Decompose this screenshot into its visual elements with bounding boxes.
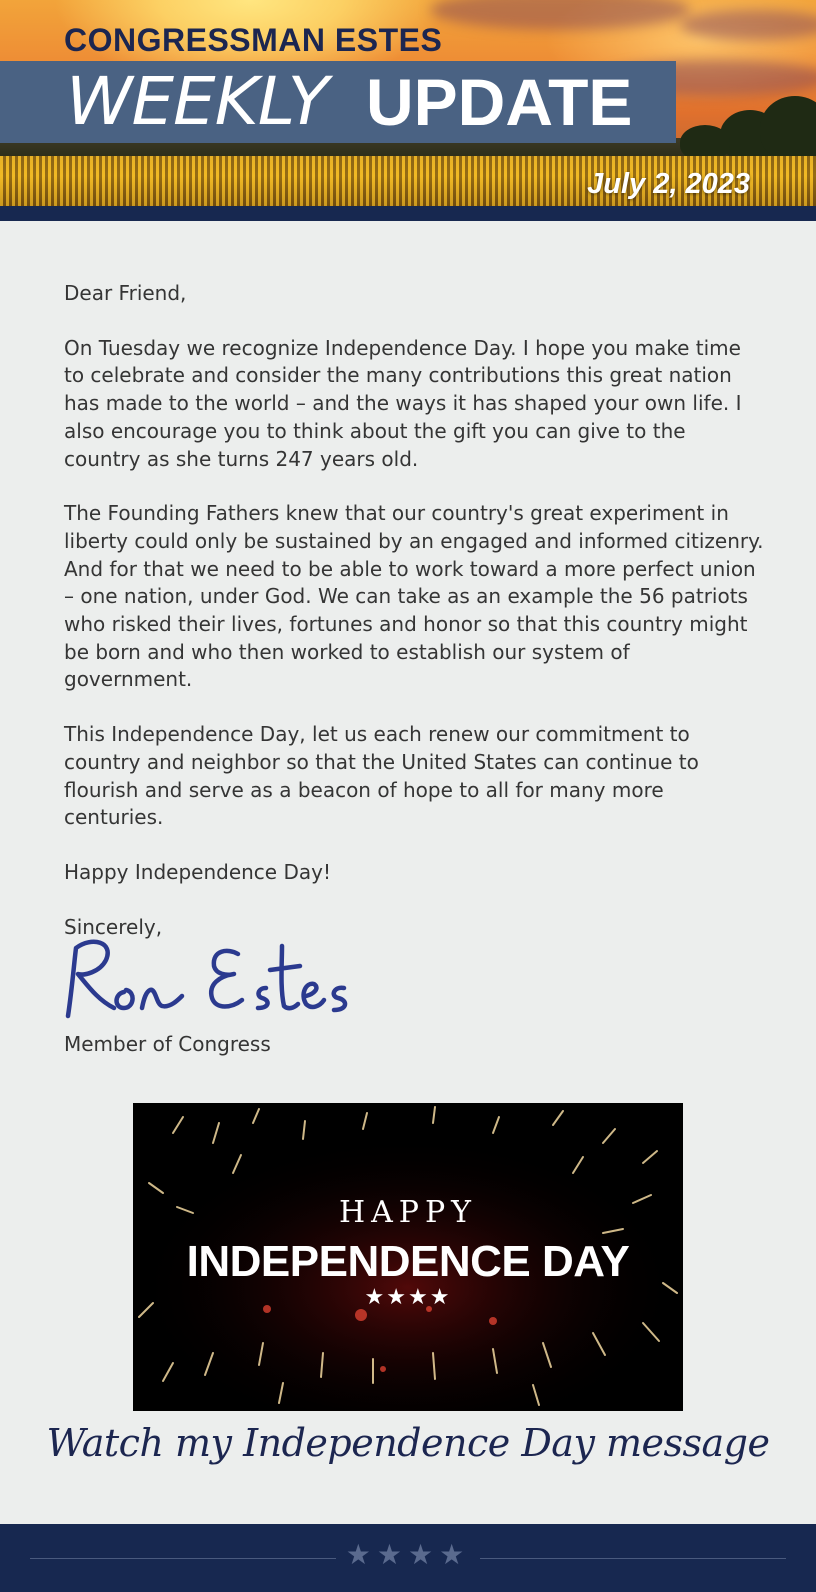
letter-sign-off: Sincerely, bbox=[64, 914, 163, 939]
footer-stars: ★★★★ bbox=[345, 1538, 471, 1571]
tree bbox=[680, 125, 730, 160]
header-update-text: UPDATE bbox=[366, 65, 633, 139]
tree bbox=[760, 96, 816, 160]
video-thumbnail[interactable] bbox=[133, 1103, 683, 1411]
letter-closing-line: Happy Independence Day! bbox=[64, 859, 331, 884]
letter-greeting: Dear Friend, bbox=[64, 281, 187, 305]
header-weekly-text: WEEKLY bbox=[66, 63, 328, 140]
video-stars: ★★★★ bbox=[364, 1285, 452, 1310]
letter-paragraph: On Tuesday we recognize Independence Day. I hope you make time to celebrate and consider the many contributions this great nation has made to the world – and the ways it has shaped your own life. I also encourage you to think about the gift you can give to the country as she turns 247 years old. bbox=[64, 335, 742, 471]
header-banner bbox=[0, 0, 816, 206]
footer-bar bbox=[0, 1524, 816, 1592]
signature-image bbox=[62, 934, 362, 1024]
header-date: July 2, 2023 bbox=[587, 168, 750, 200]
letter-paragraph: The Founding Fathers knew that our country's great experiment in liberty could only be sustained by an engaged and informed citizenry. And for that we need to be able to work toward a more perfect union – one nation, under God. We can take as an example the 56 patriots who risked their lives, fortunes and honor so that this country might be born and who then worked to establish our system of government. bbox=[64, 501, 764, 692]
header-kicker: CONGRESSMAN ESTES bbox=[64, 22, 443, 58]
watch-message-link[interactable]: Watch my Independence Day message bbox=[46, 1421, 770, 1465]
signer-title: Member of Congress bbox=[64, 1032, 271, 1056]
sky-cloud bbox=[680, 10, 816, 40]
letter-body bbox=[64, 280, 764, 941]
video-title-text: INDEPENDENCE DAY bbox=[186, 1237, 630, 1286]
header-divider bbox=[0, 206, 816, 221]
letter-paragraph: This Independence Day, let us each renew our commitment to country and neighbor so that the United States can continue to flourish and serve as a beacon of hope to all for many more centuries. bbox=[64, 722, 699, 830]
sky-cloud bbox=[430, 0, 690, 30]
video-happy-text: HAPPY bbox=[338, 1195, 477, 1230]
